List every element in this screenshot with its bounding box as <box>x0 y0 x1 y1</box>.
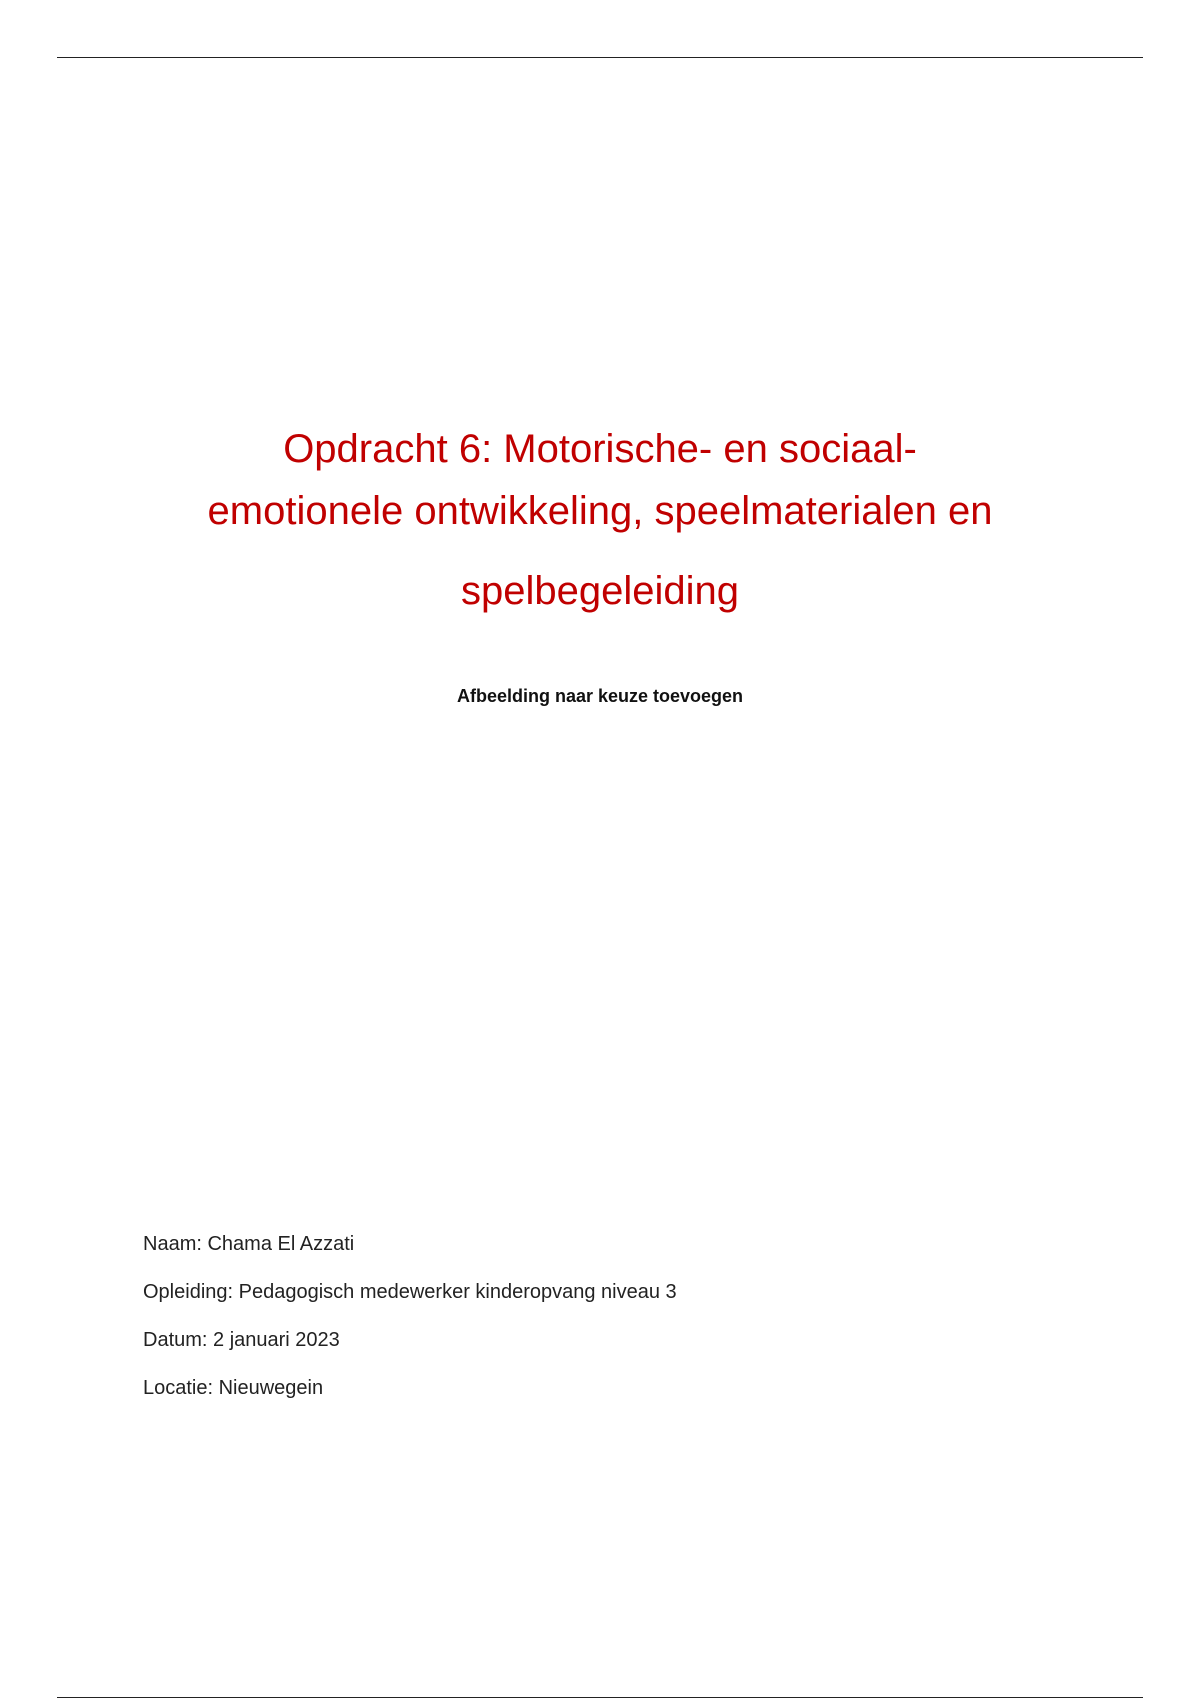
image-placeholder-note: Afbeelding naar keuze toevoegen <box>456 686 744 706</box>
top-rule <box>57 57 1143 58</box>
meta-date: Datum: 2 januari 2023 <box>143 1329 340 1351</box>
title-line-3: spelbegeleiding <box>460 569 739 613</box>
title-line-2: emotionele ontwikkeling, speelmaterialen en <box>207 489 993 533</box>
document-title <box>100 418 1100 622</box>
document-meta <box>143 1230 677 1422</box>
meta-education: Opleiding: Pedagogisch medewerker kinderopvang niveau 3 <box>143 1281 677 1303</box>
title-line-1: Opdracht 6: Motorische- en sociaal- <box>283 427 917 471</box>
meta-location: Locatie: Nieuwegein <box>143 1377 324 1399</box>
meta-name: Naam: Chama El Azzati <box>143 1233 355 1255</box>
bottom-rule <box>57 1697 1143 1698</box>
